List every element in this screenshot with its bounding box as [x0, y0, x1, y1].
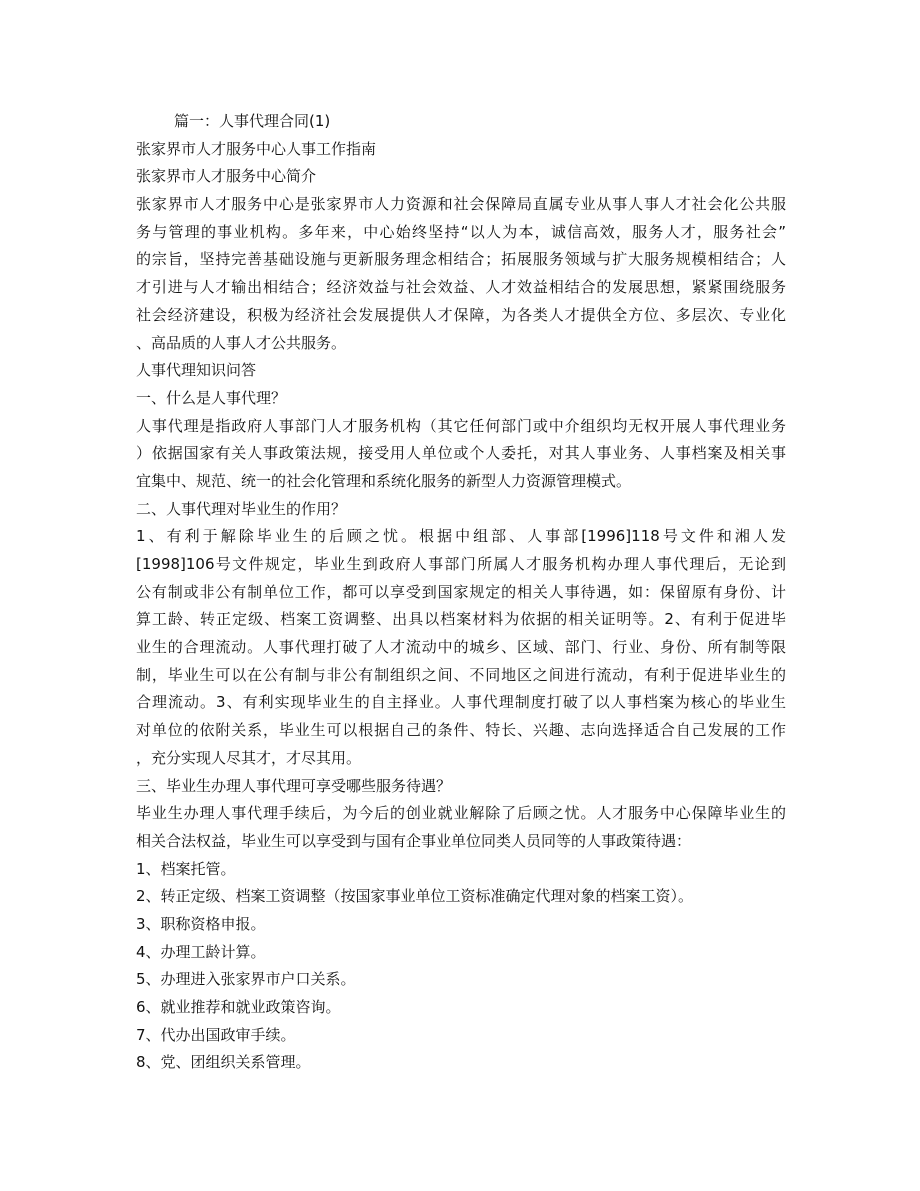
text-line: 业生的合理流动。人事代理打破了人才流动中的城乡、区域、部门、行业、身份、所有制等限	[136, 638, 786, 657]
text-line: 的宗旨，坚持完善基础设施与更新服务理念相结合；拓展服务领域与扩大服务规模相结合；人	[136, 250, 786, 269]
text-line: 毕业生办理人事代理手续后，为今后的创业就业解除了后顾之忧。人才服务中心保障毕业生的	[136, 804, 786, 823]
text-line: 张家界市人才服务中心是张家界市人力资源和社会保障局直属专业从事人事人才社会化公共服	[136, 195, 786, 214]
text-line: 8、党、团组织关系管理。	[136, 1053, 311, 1072]
text-line: 5、办理进入张家界市户口关系。	[136, 970, 356, 989]
text-line: 社会经济建设，积极为经济社会发展提供人才保障，为各类人才提供全方位、多层次、专业化	[136, 305, 786, 324]
text-line: 制，毕业生可以在公有制与非公有制组织之间、不同地区之间进行流动，有利于促进毕业生的	[136, 665, 786, 684]
text-line: 7、代办出国政审手续。	[136, 1025, 296, 1044]
text-line: 张家界市人才服务中心简介	[136, 167, 317, 186]
text-line: 务与管理的事业机构。多年来，中心始终坚持“以人为本，诚信高效，服务人才，服务社会”	[136, 222, 786, 241]
text-line: 张家界市人才服务中心人事工作指南	[136, 139, 377, 158]
text-line: 对单位的依附关系，毕业生可以根据自己的条件、特长、兴趣、志向选择适合自己发展的工作	[136, 721, 786, 740]
text-line: ）依据国家有关人事政策法规，接受用人单位或个人委托，对其人事业务、人事档案及相关事	[136, 444, 786, 463]
text-line: 二、人事代理对毕业生的作用？	[136, 499, 347, 518]
text-line: ，充分实现人尽其才，才尽其用。	[136, 748, 362, 767]
text-line: 篇一：人事代理合同(1)	[174, 112, 331, 130]
text-line: 算工龄、转正定级、档案工资调整、出具以档案材料为依据的相关证明等。2、有利于促进毕	[136, 610, 786, 629]
text-line: 3、职称资格申报。	[136, 914, 266, 933]
text-line: 合理流动。3、有利实现毕业生的自主择业。人事代理制度打破了以人事档案为核心的毕业生	[136, 693, 786, 712]
text-line: 公有制或非公有制单位工作，都可以享受到国家规定的相关人事待遇，如：保留原有身份、计	[136, 582, 786, 601]
text-line: 人事代理知识问答	[136, 361, 257, 380]
text-line: [1998]106号文件规定，毕业生到政府人事部门所属人才服务机构办理人事代理后，无论到	[136, 555, 786, 573]
text-line: 、高品质的人事人才公共服务。	[136, 333, 347, 352]
text-line: 人事代理是指政府人事部门人才服务机构（其它任何部门或中介组织均无权开展人事代理业务	[136, 416, 786, 435]
text-line: 一、什么是人事代理？	[136, 388, 287, 407]
text-line: 宜集中、规范、统一的社会化管理和系统化服务的新型人力资源管理模式。	[136, 471, 632, 490]
text-line: 1、有利于解除毕业生的后顾之忧。根据中组部、人事部[1996]118号文件和湘人发	[136, 527, 786, 546]
text-line: 才引进与人才输出相结合；经济效益与社会效益、人才效益相结合的发展思想，紧紧围绕服务	[136, 278, 786, 297]
text-line: 三、毕业生办理人事代理可享受哪些服务待遇？	[136, 776, 452, 795]
text-line: 相关合法权益，毕业生可以享受到与国有企事业单位同类人员同等的人事政策待遇：	[136, 831, 692, 850]
text-line: 1、档案托管。	[136, 859, 236, 878]
text-line: 6、就业推荐和就业政策咨询。	[136, 998, 341, 1016]
text-line: 4、办理工龄计算。	[136, 942, 266, 961]
document-page	[136, 108, 786, 1077]
text-line: 2、转正定级、档案工资调整（按国家事业单位工资标准确定代理对象的档案工资）。	[136, 887, 694, 906]
